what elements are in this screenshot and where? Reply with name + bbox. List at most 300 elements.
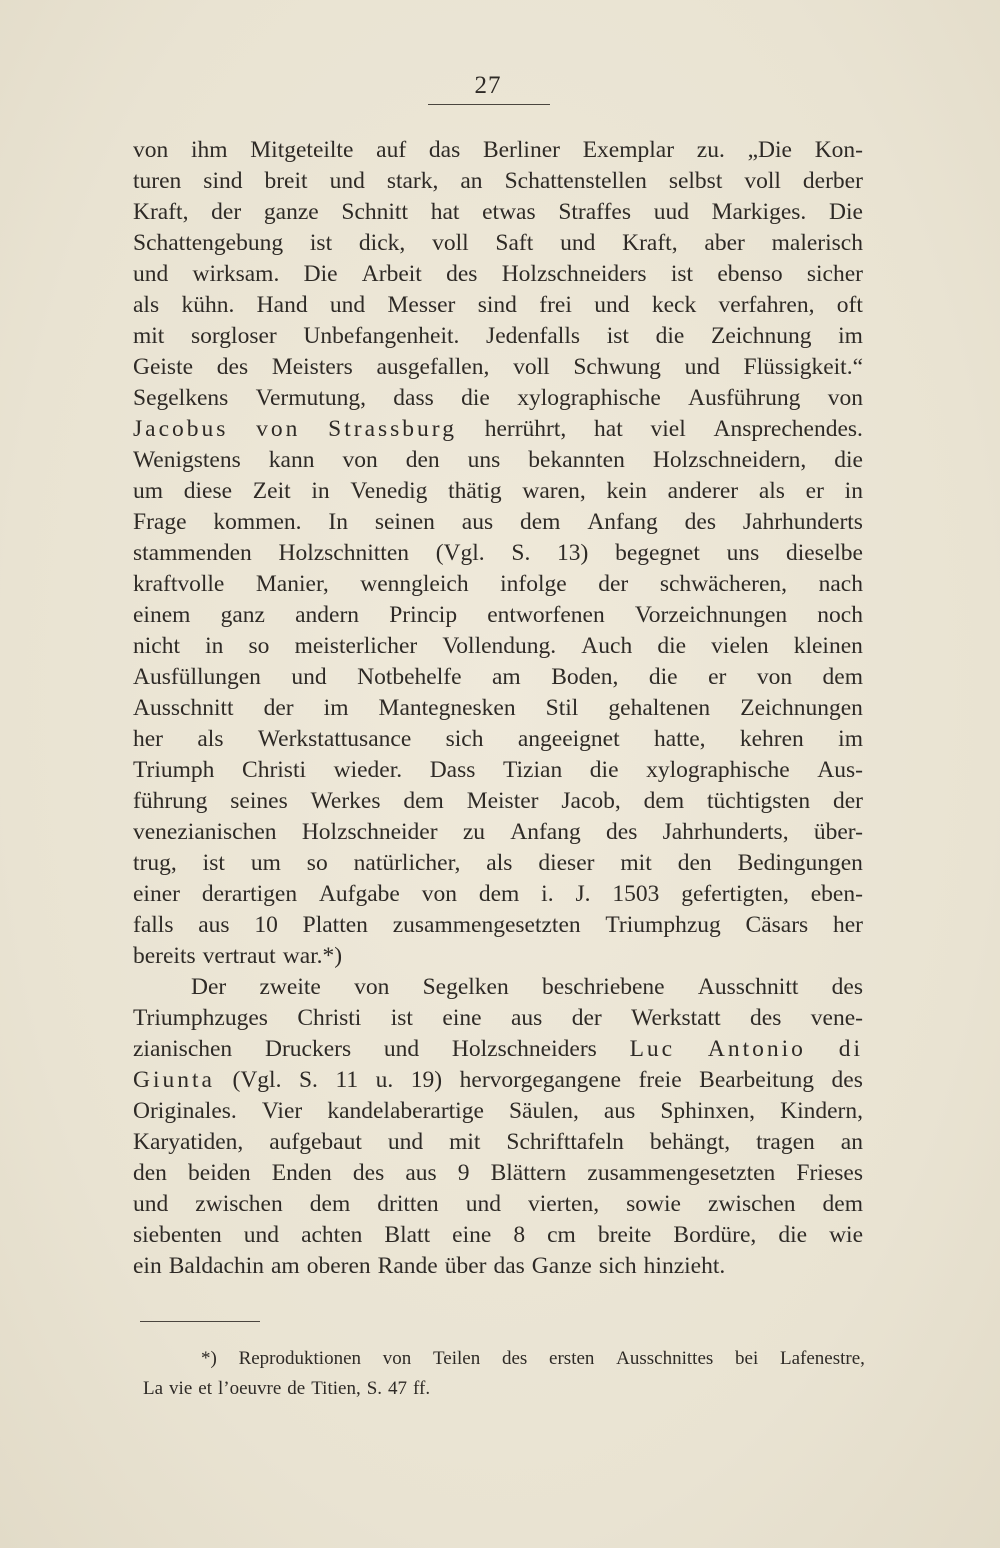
word: Frieses <box>796 1160 863 1186</box>
word: von <box>354 974 390 1000</box>
word: malerisch <box>771 230 863 256</box>
word: Enden <box>271 1160 332 1186</box>
word: noch <box>817 602 863 628</box>
word: Der <box>191 974 227 1000</box>
word: Manier, <box>255 571 329 597</box>
page-number-rule <box>428 104 550 105</box>
word: stammenden <box>133 540 252 566</box>
text-line <box>133 972 863 1003</box>
word: Bedingungen <box>737 850 863 876</box>
text-line <box>133 755 863 786</box>
word: ganze <box>263 199 319 225</box>
word: Baldachin <box>168 1253 264 1279</box>
word: Holzschnitten <box>278 540 410 566</box>
word: bereits <box>133 943 196 969</box>
word: Frage <box>133 509 187 535</box>
word: des <box>352 1160 385 1186</box>
word: bekannten <box>528 447 625 473</box>
word: S. <box>298 1067 318 1093</box>
word: Stil <box>545 695 579 721</box>
word: Ansprechendes. <box>713 416 863 442</box>
word: der <box>571 1005 602 1031</box>
word: mit <box>620 850 652 876</box>
word: zu. <box>696 137 725 163</box>
word: kann <box>268 447 315 473</box>
word: zu <box>462 819 485 845</box>
word: eine <box>442 1005 482 1031</box>
word: Exemplar <box>582 137 675 163</box>
word: Vermutung, <box>255 385 366 411</box>
text-line <box>133 507 863 538</box>
word: Wenigstens <box>133 447 241 473</box>
word: Vollendung. <box>442 633 557 659</box>
word: Druckers <box>264 1036 352 1062</box>
word: behängt, <box>649 1129 731 1155</box>
word: Meister <box>466 788 539 814</box>
word: nach <box>818 571 863 597</box>
word: bei <box>735 1348 759 1369</box>
word: xylographische <box>517 385 661 411</box>
word: thätig <box>448 478 502 504</box>
word: ist <box>670 261 694 287</box>
word: sind <box>203 168 243 194</box>
word: Saft <box>495 230 534 256</box>
word: kein <box>606 478 647 504</box>
word: Auch <box>581 633 633 659</box>
word: dem <box>309 1191 351 1217</box>
word: das <box>428 137 461 163</box>
word: und <box>291 664 327 690</box>
word: achten <box>301 1222 363 1248</box>
word: Kraft, <box>133 199 189 225</box>
word: Ausfüllungen <box>133 664 261 690</box>
word: wieder. <box>333 757 403 783</box>
word: dieselbe <box>785 540 863 566</box>
word: Sphinxen, <box>660 1098 755 1124</box>
word: Straffes <box>558 199 631 225</box>
word: des <box>684 509 716 535</box>
word: sorgloser <box>191 323 277 349</box>
text-line <box>133 259 863 290</box>
word: dick, <box>358 230 406 256</box>
word: des <box>831 974 863 1000</box>
word: von <box>382 1348 412 1369</box>
word: Ausschnitt <box>697 974 799 1000</box>
word: Die <box>829 199 863 225</box>
word: er <box>708 664 727 690</box>
word: Triumphzug <box>605 912 721 938</box>
word: aus <box>603 1098 636 1124</box>
word: Kraft, <box>622 230 678 256</box>
word: turen <box>133 168 182 194</box>
word: im <box>838 323 863 349</box>
word: meisterlicher <box>294 633 418 659</box>
word: aus <box>405 1160 437 1186</box>
footnote <box>143 1344 865 1404</box>
word: dem <box>822 664 863 690</box>
word: Zeichnungen <box>740 695 863 721</box>
word: Schwung <box>573 354 661 380</box>
text-line <box>133 1251 863 1282</box>
word: voll <box>513 354 550 380</box>
word: falls <box>133 912 174 938</box>
word: eine <box>452 1222 492 1248</box>
word: und <box>243 1222 280 1248</box>
word: Hand <box>256 292 308 318</box>
word: La <box>143 1378 164 1399</box>
word: so <box>248 633 270 659</box>
word: Bordüre, <box>673 1222 757 1248</box>
word: hatte, <box>653 726 706 752</box>
word: mit <box>133 323 165 349</box>
word: Holzschneider <box>301 819 438 845</box>
text-line <box>133 321 863 352</box>
word: her <box>133 726 164 752</box>
word: Schrifttafeln <box>506 1129 624 1155</box>
word: kraftvolle <box>133 571 225 597</box>
word: Werkes <box>310 788 381 814</box>
word: Werkstatt <box>631 1005 721 1031</box>
text-line <box>133 848 863 879</box>
word: beiden <box>188 1160 251 1186</box>
word: Segelken <box>422 974 509 1000</box>
word: die <box>657 633 687 659</box>
word: J. <box>575 881 591 907</box>
word: von <box>756 664 793 690</box>
word: des <box>501 1348 528 1369</box>
footnote-line <box>143 1374 865 1404</box>
word: voll <box>744 168 781 194</box>
word: in <box>205 633 224 659</box>
word: Kon- <box>814 137 863 163</box>
word: Zeichnung <box>710 323 812 349</box>
text-line <box>133 1220 863 1251</box>
text-line <box>133 228 863 259</box>
word: Die <box>303 261 338 287</box>
word: sind <box>477 292 517 318</box>
word: er <box>805 478 824 504</box>
word: freie <box>638 1067 682 1093</box>
word: di <box>838 1036 863 1062</box>
word: Princip <box>389 602 458 628</box>
text-line <box>133 414 863 445</box>
word: Lafenestre, <box>780 1348 865 1369</box>
word: Schattengebung <box>133 230 284 256</box>
word: (Vgl. <box>435 540 485 566</box>
text-line <box>133 662 863 693</box>
word: und <box>133 1191 169 1217</box>
word: als <box>197 726 224 752</box>
word: Mantegnesken <box>378 695 516 721</box>
word: und <box>387 1129 424 1155</box>
word: diese <box>183 478 233 504</box>
word: im <box>838 726 863 752</box>
word: uud <box>653 199 689 225</box>
word: Geiste <box>133 354 194 380</box>
text-line <box>133 1034 863 1065</box>
word: ein <box>133 1253 162 1279</box>
word: aus <box>461 509 494 535</box>
text-line <box>133 1003 863 1034</box>
text-line <box>133 290 863 321</box>
word: Ausführung <box>688 385 801 411</box>
word: tüchtigsten <box>706 788 811 814</box>
word: zwischen <box>195 1191 283 1217</box>
word: aus <box>510 1005 543 1031</box>
word: und <box>329 292 366 318</box>
word: et <box>198 1378 212 1399</box>
text-line <box>133 569 863 600</box>
word: 19) <box>410 1067 443 1093</box>
word: sich <box>598 1253 637 1279</box>
word: siebenten <box>133 1222 222 1248</box>
word: vene- <box>810 1005 863 1031</box>
word: den <box>677 850 712 876</box>
word: aus <box>198 912 230 938</box>
word: Holzschneiders <box>501 261 647 287</box>
word: l’oeuvre <box>217 1378 282 1399</box>
text-line <box>133 445 863 476</box>
text-line <box>133 383 863 414</box>
word: de <box>287 1378 306 1399</box>
word: In <box>328 509 348 535</box>
word: Segelkens <box>133 385 229 411</box>
word: dem <box>519 509 561 535</box>
word: Jahrhunderts, <box>662 819 789 845</box>
word: nicht <box>133 633 180 659</box>
word: kehren <box>739 726 804 752</box>
word: der <box>211 199 242 225</box>
body-text <box>133 135 863 1282</box>
word: Triumphzuges <box>133 1005 268 1031</box>
word: zweite <box>259 974 321 1000</box>
word: Werkstattusance <box>257 726 412 752</box>
word: Holzschneiders <box>451 1036 597 1062</box>
word: beschriebene <box>541 974 665 1000</box>
text-line <box>133 879 863 910</box>
word: des <box>216 354 249 380</box>
text-line <box>133 1127 863 1158</box>
word: dem <box>478 881 520 907</box>
word: kommen. <box>213 509 302 535</box>
word: Schnitt <box>341 199 408 225</box>
word: begegnet <box>615 540 700 566</box>
word: im <box>323 695 349 721</box>
word: stark, <box>386 168 439 194</box>
word: 1503 <box>612 881 660 907</box>
text-line <box>133 476 863 507</box>
word: dritten <box>377 1191 439 1217</box>
word: ist <box>309 230 333 256</box>
word: eben- <box>810 881 863 907</box>
word: wie <box>829 1222 863 1248</box>
text-line <box>133 693 863 724</box>
word: Antonio <box>707 1036 806 1062</box>
word: führung <box>133 788 208 814</box>
word: derber <box>802 168 863 194</box>
word: und <box>594 292 630 318</box>
word: zianischen <box>133 1036 233 1062</box>
word: breite <box>597 1222 652 1248</box>
word: Zeit <box>252 478 291 504</box>
word: Aus- <box>817 757 863 783</box>
text-line <box>133 941 863 972</box>
word: um <box>133 478 164 504</box>
word: 11 <box>335 1067 359 1093</box>
word: sowie <box>626 1191 681 1217</box>
word: tragen <box>756 1129 815 1155</box>
word: Reproduktionen <box>238 1348 362 1369</box>
word: Venedig <box>350 478 428 504</box>
word: die <box>589 757 619 783</box>
word: über <box>444 1253 487 1279</box>
word: (Vgl. <box>232 1067 282 1093</box>
word: *) <box>201 1348 217 1369</box>
word: 10 <box>254 912 278 938</box>
word: vielen <box>711 633 769 659</box>
word: kleinen <box>793 633 863 659</box>
word: vertraut <box>202 943 276 969</box>
word: die <box>778 1222 808 1248</box>
word: am <box>492 664 521 690</box>
word: hervorgegangene <box>459 1067 622 1093</box>
text-line <box>133 1065 863 1096</box>
word: Jedenfalls <box>486 323 581 349</box>
word: sicher <box>806 261 863 287</box>
word: entworfenen <box>487 602 605 628</box>
word: andern <box>295 602 360 628</box>
word: Giunta <box>133 1067 215 1093</box>
word: von <box>256 416 301 442</box>
word: voll <box>432 230 469 256</box>
word: Notbehelfe <box>357 664 462 690</box>
word: auf <box>376 137 407 163</box>
text-line <box>133 817 863 848</box>
word: i. <box>541 881 554 907</box>
word: Arbeit <box>361 261 422 287</box>
text-line <box>133 166 863 197</box>
word: infolge <box>500 571 567 597</box>
text-line <box>133 197 863 228</box>
word: natürlicher, <box>353 850 461 876</box>
footnote-rule <box>140 1321 260 1322</box>
word: ff. <box>413 1378 431 1399</box>
word: wenngleich <box>360 571 469 597</box>
word: mit <box>449 1129 481 1155</box>
word: der <box>598 571 629 597</box>
word: angeeignet <box>517 726 620 752</box>
word: Jacob, <box>561 788 621 814</box>
word: und <box>383 1036 420 1062</box>
word: dieser <box>538 850 595 876</box>
page-number: 27 <box>474 72 502 99</box>
word: an <box>840 1129 863 1155</box>
word: uns <box>467 447 501 473</box>
word: über- <box>813 819 863 845</box>
word: an <box>460 168 483 194</box>
word: den <box>133 1160 167 1186</box>
word: dem <box>822 1191 863 1217</box>
word: das <box>493 1253 525 1279</box>
word: selbst <box>668 168 723 194</box>
word: Jahrhunderts <box>742 509 863 535</box>
word: hat <box>594 416 623 442</box>
word: Karyatiden, <box>133 1129 244 1155</box>
word: Berliner <box>482 137 560 163</box>
word: ist <box>606 323 629 349</box>
word: und <box>684 354 720 380</box>
word: her <box>832 912 863 938</box>
word: cm <box>547 1222 576 1248</box>
word: gefertigten, <box>681 881 789 907</box>
word: waren, <box>522 478 586 504</box>
word: etwas <box>482 199 536 225</box>
word: hat <box>430 199 460 225</box>
word: als <box>486 850 513 876</box>
word: oberen <box>306 1253 371 1279</box>
word: Platten <box>302 912 368 938</box>
word: 13) <box>557 540 589 566</box>
word: und <box>465 1191 501 1217</box>
word: Ganze <box>531 1253 592 1279</box>
word: Aufgabe <box>318 881 400 907</box>
word: vie <box>169 1378 193 1399</box>
word: Ausschnittes <box>616 1348 714 1369</box>
word: so <box>306 850 328 876</box>
word: der <box>263 695 294 721</box>
word: ausgefallen, <box>376 354 490 380</box>
text-line <box>133 724 863 755</box>
word: kühn. <box>181 292 235 318</box>
word: von <box>133 137 169 163</box>
word: wirksam. <box>192 261 280 287</box>
word: 47 <box>388 1378 408 1399</box>
word: uns <box>726 540 760 566</box>
word: Christi <box>297 1005 362 1031</box>
word: S. <box>366 1378 383 1399</box>
word: Markiges. <box>711 199 807 225</box>
word: Dass <box>429 757 476 783</box>
word: Ausschnitt <box>133 695 234 721</box>
word: seinen <box>374 509 435 535</box>
word: als <box>133 292 160 318</box>
word: die <box>648 664 678 690</box>
word: zusammengesetzten <box>392 912 581 938</box>
text-line <box>133 135 863 166</box>
word: xylographische <box>646 757 790 783</box>
word: in <box>311 478 330 504</box>
text-line <box>133 538 863 569</box>
word: verfahren, <box>718 292 815 318</box>
word: zwischen <box>708 1191 796 1217</box>
word: Schattenstellen <box>504 168 647 194</box>
word: in <box>844 478 863 504</box>
word: seines <box>230 788 288 814</box>
word: Meisters <box>271 354 353 380</box>
word: um <box>250 850 281 876</box>
word: frei <box>539 292 572 318</box>
word: Originales. <box>133 1098 237 1124</box>
word: trug, <box>133 850 177 876</box>
word: die <box>834 447 863 473</box>
word: ebenso <box>717 261 783 287</box>
word: anderer <box>667 478 739 504</box>
word: ist <box>390 1005 413 1031</box>
word: von <box>421 881 457 907</box>
word: des <box>831 1067 863 1093</box>
word: Blättern <box>490 1160 567 1186</box>
word: des <box>750 1005 782 1031</box>
